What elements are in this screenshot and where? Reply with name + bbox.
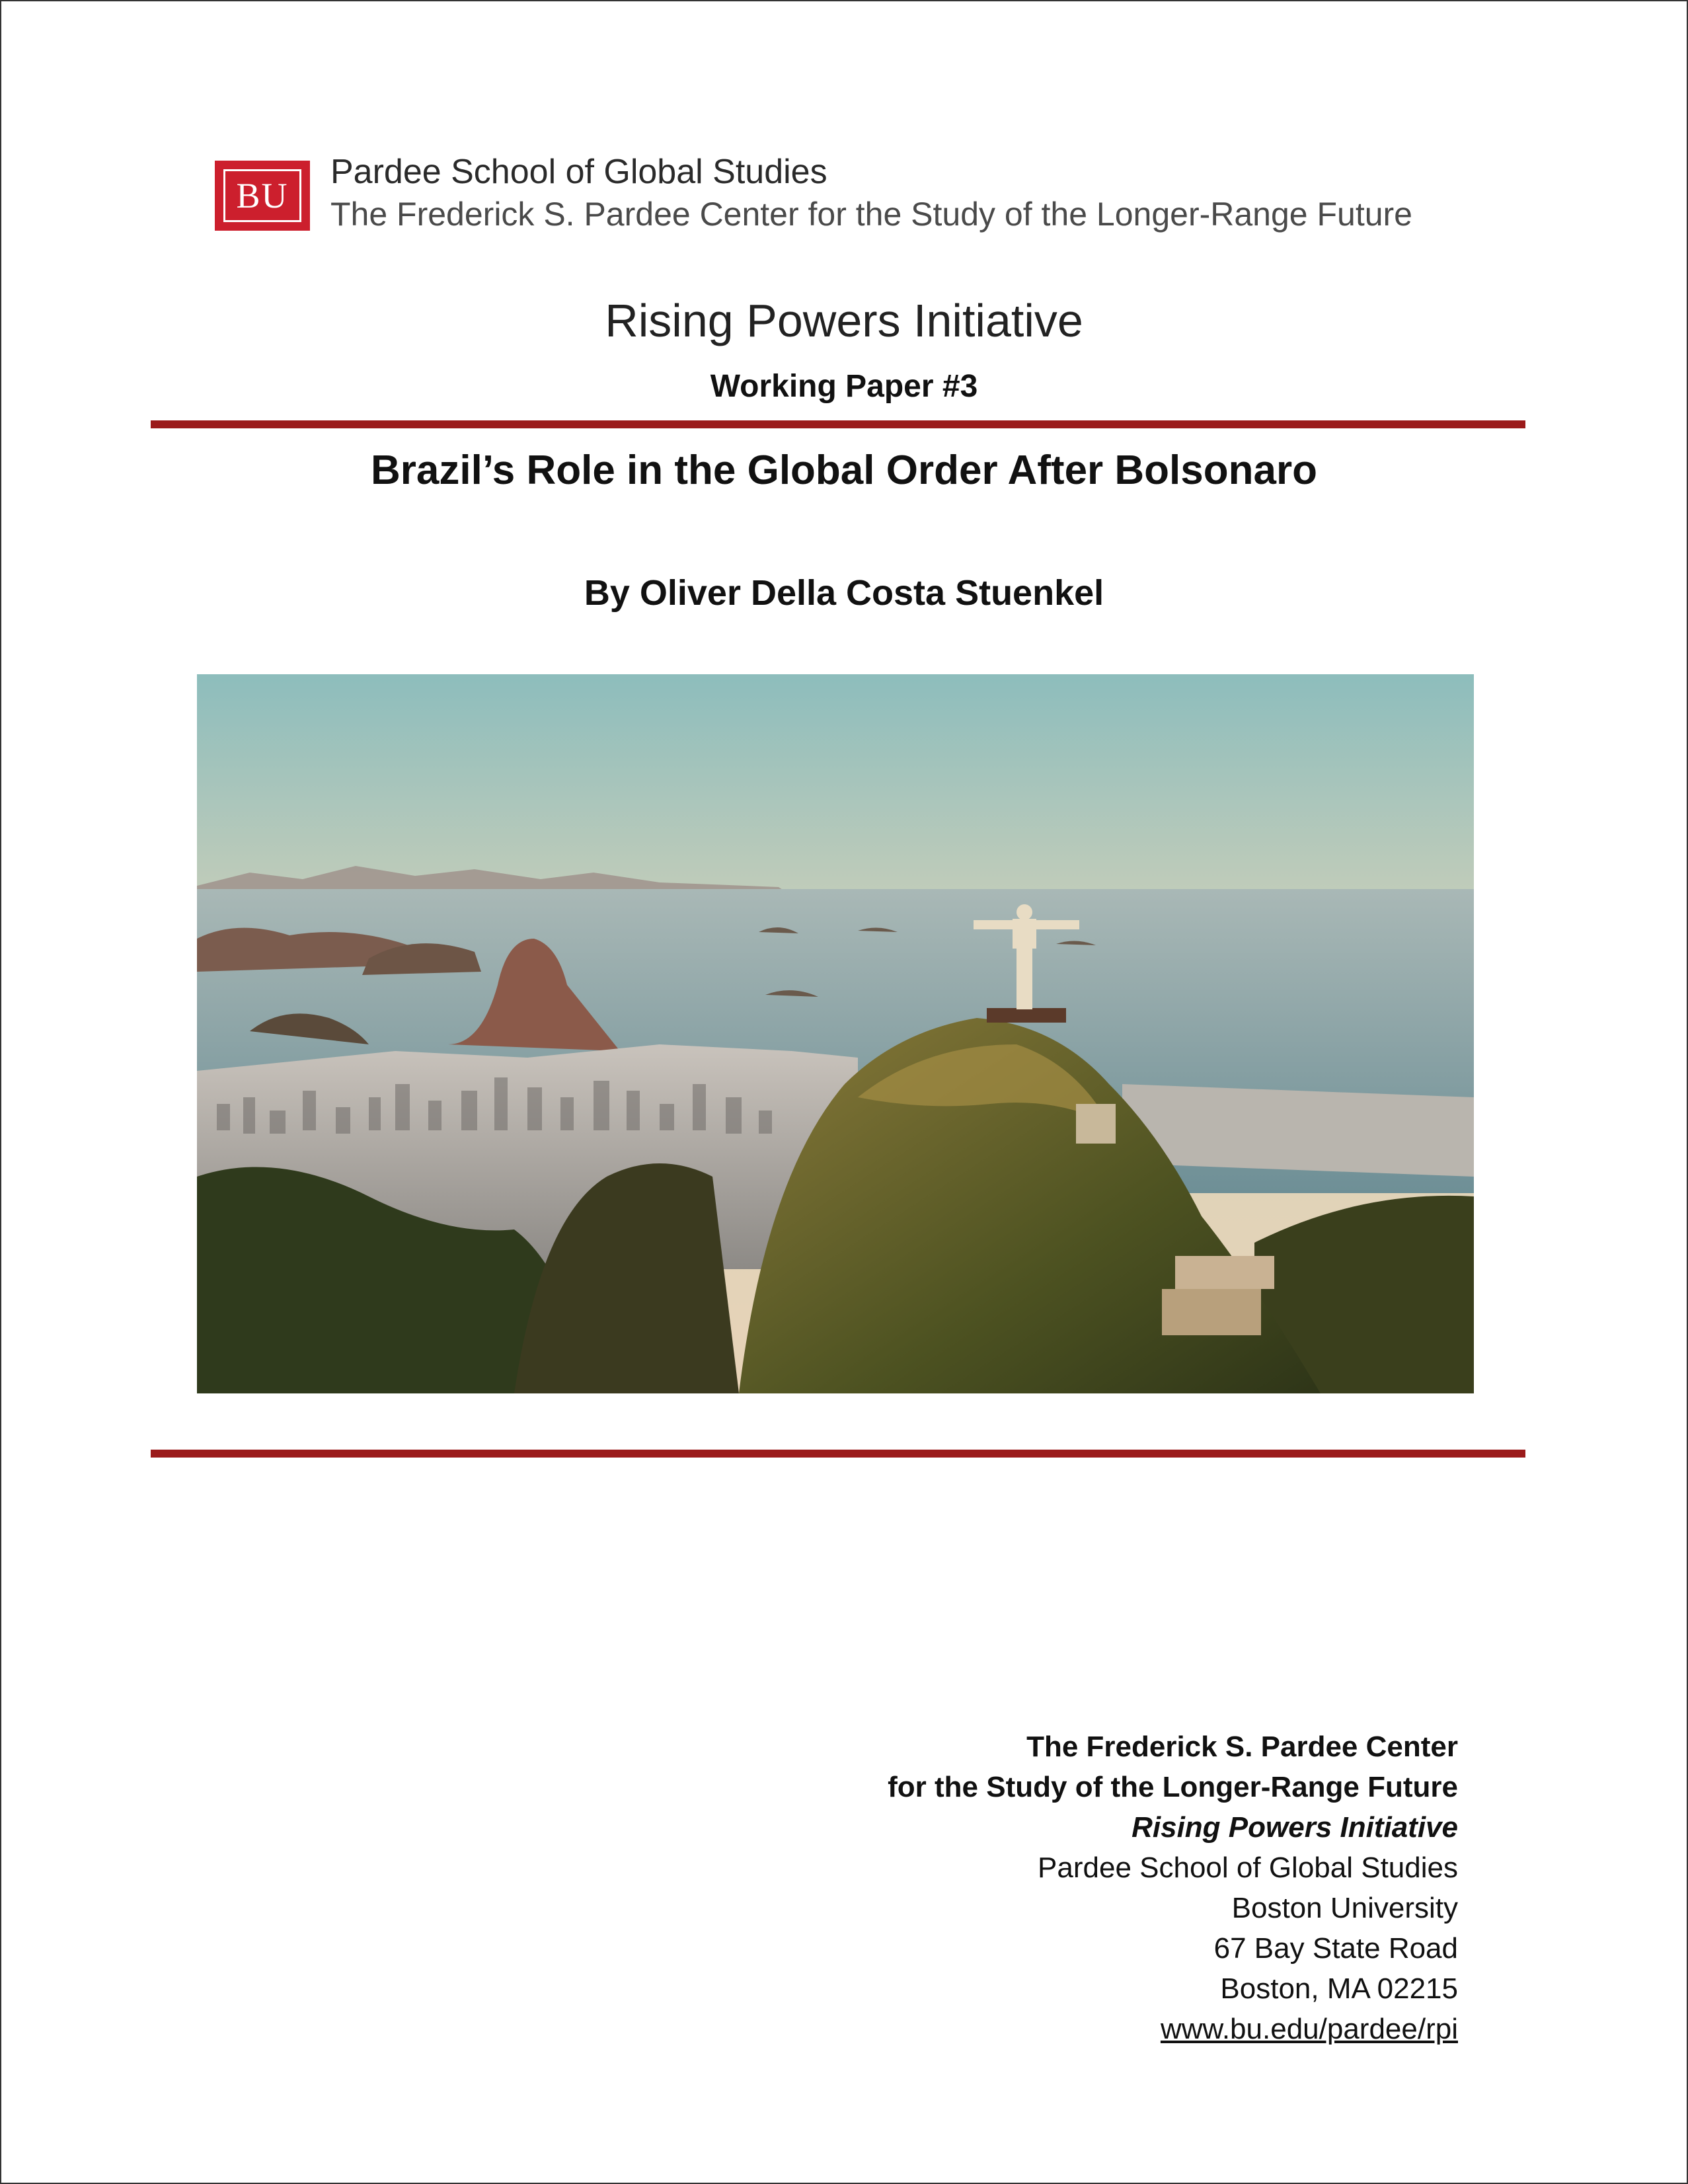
address-line-center-2: for the Study of the Longer-Range Future — [888, 1771, 1458, 1803]
center-name: The Frederick S. Pardee Center for the Study of the Longer-Range Future — [330, 196, 1412, 233]
address-line-university: Boston University — [1231, 1892, 1458, 1924]
initiative-heading: Rising Powers Initiative — [605, 295, 1083, 346]
bu-logo-text: BU — [223, 169, 301, 222]
paper-title: Brazil’s Role in the Global Order After Bolsonaro — [371, 448, 1317, 493]
address-line-initiative: Rising Powers Initiative — [1132, 1811, 1458, 1844]
address-line-city: Boston, MA 02215 — [1220, 1972, 1458, 2005]
school-name: Pardee School of Global Studies — [330, 153, 827, 191]
website-link[interactable]: www.bu.edu/pardee/rpi — [1160, 2013, 1458, 2045]
publisher-address — [888, 1727, 1458, 2049]
address-line-street: 67 Bay State Road — [1213, 1932, 1458, 1965]
bottom-divider — [151, 1450, 1525, 1458]
address-line-school: Pardee School of Global Studies — [1038, 1852, 1458, 1884]
author-byline: By Oliver Della Costa Stuenkel — [584, 573, 1104, 613]
header-text — [330, 151, 1412, 235]
address-line-center: The Frederick S. Pardee Center — [1026, 1731, 1458, 1763]
bu-logo — [215, 161, 310, 231]
top-divider — [151, 420, 1525, 428]
working-paper-number: Working Paper #3 — [710, 369, 978, 404]
cover-photo-rio — [197, 674, 1474, 1393]
header-logo-block — [215, 151, 1471, 237]
